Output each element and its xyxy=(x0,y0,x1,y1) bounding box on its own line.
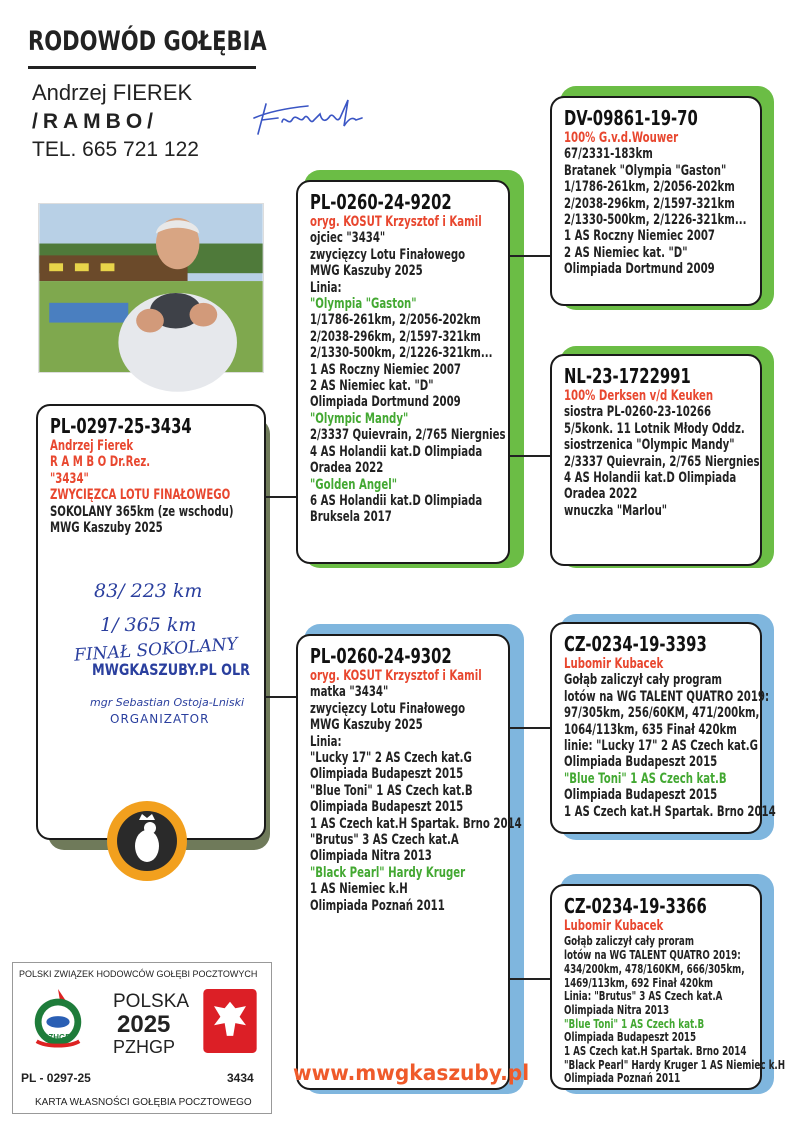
connector-father-fm xyxy=(508,455,552,457)
fm-line: 4 AS Holandii kat.D Olimpiada xyxy=(564,470,737,487)
father-line: 2 AS Niemiec kat. "D" xyxy=(310,378,434,395)
mother-line: zwycięzcy Lotu Finałowego xyxy=(310,700,466,717)
website-link[interactable]: www.mwgkaszuby.pl xyxy=(293,1061,530,1085)
father-line: "Olympia "Gaston" xyxy=(310,296,417,313)
main-pigeon-line: R A M B O Dr.Rez. xyxy=(50,454,151,471)
mother-mother-box xyxy=(550,884,786,1090)
owner-name: Andrzej FIEREK xyxy=(32,80,193,105)
mm-line: lotów na WG TALENT QUATRO 2019: xyxy=(564,947,741,963)
card-ring-right: 3434 xyxy=(227,1071,254,1085)
page-title: RODOWÓD GOŁĘBIA xyxy=(28,26,267,57)
fm-line: siostrzenica "Olympic Mandy" xyxy=(564,437,735,454)
mf-line: "Blue Toni" 1 AS Czech kat.B xyxy=(564,770,727,787)
father-line: Bruksela 2017 xyxy=(310,509,392,526)
father-line: 1/1786-261km, 2/2056-202km xyxy=(310,312,481,329)
father-line: 6 AS Holandii kat.D Olimpiada xyxy=(310,492,483,509)
connector-main-father xyxy=(265,496,298,498)
mm-line: Olimpiada Budapeszt 2015 xyxy=(564,1029,697,1045)
pzhgp-logo-text: PZHGP xyxy=(43,1033,71,1042)
card-country: POLSKA xyxy=(113,991,190,1012)
handwritten-note: FINAŁ SOKOLANY xyxy=(73,634,239,666)
mm-line: Olimpiada Poznań 2011 xyxy=(564,1070,681,1086)
card-top-text: POLSKI ZWIĄZEK HODOWCÓW GOŁĘBI POCZTOWYCH xyxy=(19,969,258,979)
main-pigeon-ring: PL-0297-25-3434 xyxy=(50,414,192,438)
organizer-stamp-text: MWGKASZUBY.PL OLR xyxy=(92,660,251,679)
connector-mother-mf xyxy=(508,727,552,729)
mf-line: Olimpiada Budapeszt 2015 xyxy=(564,754,718,771)
organizer-stamp-text: ORGANIZATOR xyxy=(110,712,210,726)
main-pigeon-line: ZWYCIĘZCA LOTU FINAŁOWEGO xyxy=(50,487,231,504)
mother-father-box xyxy=(550,622,776,834)
mother-ring: PL-0260-24-9302 xyxy=(310,644,452,668)
mm-line: 1 AS Czech kat.H Spartak. Brno 2014 xyxy=(564,1043,747,1059)
mf-line: linie: "Lucky 17" 2 AS Czech kat.G xyxy=(564,738,758,755)
father-box xyxy=(296,180,510,564)
main-pigeon-line: "3434" xyxy=(50,470,89,487)
father-line: Linia: xyxy=(310,279,342,296)
polish-eagle-emblem xyxy=(203,989,257,1053)
mother-line: oryg. KOSUT Krzysztof i Kamil xyxy=(310,668,482,684)
father-ring: PL-0260-24-9202 xyxy=(310,190,452,214)
father-line: 1 AS Roczny Niemiec 2007 xyxy=(310,361,461,378)
mm-line: Olimpiada Nitra 2013 xyxy=(564,1001,670,1017)
father-line: Oradea 2022 xyxy=(310,460,384,477)
mother-box xyxy=(296,634,522,1090)
ff-line: 100% G.v.d.Wouwer xyxy=(564,130,679,146)
breeder-photo xyxy=(38,203,264,373)
fm-line: siostra PL-0260-23-10266 xyxy=(564,404,712,421)
father-line xyxy=(310,230,500,246)
card-ring-left: PL - 0297-25 xyxy=(21,1071,91,1085)
father-line: Olimpiada Dortmund 2009 xyxy=(310,394,461,411)
mother-line: MWG Kaszuby 2025 xyxy=(310,717,423,734)
mother-line: "Blue Toni" 1 AS Czech kat.B xyxy=(310,782,473,799)
ff-line: Olimpiada Dortmund 2009 xyxy=(564,261,715,278)
mother-line: "Black Pearl" Hardy Kruger xyxy=(310,864,466,881)
fm-line: 2/3337 Quievrain, 2/765 Niergnies xyxy=(564,453,760,470)
fm-ring: NL-23-1722991 xyxy=(564,364,691,388)
mf-line: lotów na WG TALENT QUATRO 2019: xyxy=(564,688,770,705)
mm-line: Gołąb zaliczył cały proram xyxy=(564,933,694,949)
owner-nickname: /RAMBO/ xyxy=(32,110,158,133)
father-line: MWG Kaszuby 2025 xyxy=(310,263,423,280)
ff-ring: DV-09861-19-70 xyxy=(564,106,698,130)
mf-line: 1 AS Czech kat.H Spartak. Brno 2014 xyxy=(564,803,776,820)
connector-mother-mm xyxy=(508,978,552,980)
mother-line: 1 AS Czech kat.H Spartak. Brno 2014 xyxy=(310,815,522,832)
mother-line: Olimpiada Budapeszt 2015 xyxy=(310,799,464,816)
club-seal-stamp xyxy=(106,800,188,882)
mf-line: Lubomir Kubacek xyxy=(564,656,664,672)
father-line: 2/1330-500km, 2/1226-321km... xyxy=(310,345,493,362)
card-org: PZHGP xyxy=(113,1037,176,1057)
card-year: 2025 xyxy=(117,1011,171,1038)
ff-line: 67/2331-183km xyxy=(564,146,653,163)
main-pigeon-line: Andrzej Fierek xyxy=(50,438,134,454)
mm-ring: CZ-0234-19-3366 xyxy=(564,894,707,918)
mf-line: Olimpiada Budapeszt 2015 xyxy=(564,787,718,804)
mm-line: Linia: "Brutus" 3 AS Czech kat.A xyxy=(564,988,723,1004)
mother-line: "Brutus" 3 AS Czech kat.A xyxy=(310,832,459,849)
owner-phone: TEL. 665 721 122 xyxy=(32,138,199,161)
ff-line: 2 AS Niemiec kat. "D" xyxy=(564,244,688,261)
card-bottom-text: KARTA WŁASNOŚCI GOŁĘBIA POCZTOWEGO xyxy=(35,1097,252,1108)
mother-line: 1 AS Niemiec k.H xyxy=(310,881,408,898)
mf-ring: CZ-0234-19-3393 xyxy=(564,632,707,656)
mother-line: "Lucky 17" 2 AS Czech kat.G xyxy=(310,750,472,767)
father-line: 4 AS Holandii kat.D Olimpiada xyxy=(310,443,483,460)
fm-line: wnuczka "Marlou" xyxy=(564,502,668,519)
organizer-stamp-text: mgr Sebastian Ostoja-Lniski xyxy=(90,696,245,709)
mf-line: 97/305km, 256/60KM, 471/200km, xyxy=(564,705,760,722)
mm-line: Lubomir Kubacek xyxy=(564,918,664,934)
fm-line: 5/5konk. 11 Lotnik Młody Oddz. xyxy=(564,420,745,437)
fm-line: 100% Derksen v/d Keuken xyxy=(564,388,714,404)
fm-line: Oradea 2022 xyxy=(564,486,638,503)
father-line: "Golden Angel" xyxy=(310,476,397,493)
father-line: "Olympic Mandy" xyxy=(310,410,409,427)
connector-main-mother xyxy=(265,696,298,698)
ff-line: 1/1786-261km, 2/2056-202km xyxy=(564,179,735,196)
main-pigeon-line: MWG Kaszuby 2025 xyxy=(50,520,163,537)
mf-line: Gołąb zaliczył cały program xyxy=(564,672,723,689)
mother-line: Olimpiada Budapeszt 2015 xyxy=(310,766,464,783)
father-line: oryg. KOSUT Krzysztof i Kamil xyxy=(310,214,482,230)
father-father-box xyxy=(550,96,762,306)
ff-line: 1 AS Roczny Niemiec 2007 xyxy=(564,228,715,245)
ff-line: 2/2038-296km, 2/1597-321km xyxy=(564,195,735,212)
handwritten-note: 1/ 365 km xyxy=(100,614,197,636)
connector-father-ff xyxy=(508,255,552,257)
ownership-card xyxy=(12,962,272,1114)
father-line: zwycięzcy Lotu Finałowego xyxy=(310,246,466,263)
ff-line: Bratanek "Olympia "Gaston" xyxy=(564,162,727,179)
mm-line: "Black Pearl" Hardy Kruger 1 AS Niemiec k.H xyxy=(564,1056,786,1072)
father-line: 2/3337 Quievrain, 2/765 Niergnies xyxy=(310,427,506,444)
mother-line: Olimpiada Poznań 2011 xyxy=(310,897,445,914)
mm-line: 434/200km, 478/160KM, 666/305km, xyxy=(564,960,745,976)
main-pigeon-line: SOKOLANY 365km (ze wschodu) xyxy=(50,503,234,520)
mf-line: 1064/113km, 635 Finał 420km xyxy=(564,721,737,738)
handwritten-note: 83/ 223 km xyxy=(94,580,203,602)
signature-image xyxy=(248,82,388,142)
father-line-part: ojciec "3434" xyxy=(310,230,386,247)
father-line: 2/2038-296km, 2/1597-321km xyxy=(310,328,481,345)
mm-line: 1469/113km, 692 Finał 420km xyxy=(564,974,714,990)
title-underline xyxy=(28,66,256,69)
mother-line: matka "3434" xyxy=(310,684,389,701)
mother-line: Linia: xyxy=(310,733,342,750)
mm-line: "Blue Toni" 1 AS Czech kat.B xyxy=(564,1015,705,1031)
ff-line: 2/1330-500km, 2/1226-321km... xyxy=(564,212,747,229)
mother-line: Olimpiada Nitra 2013 xyxy=(310,848,432,865)
father-mother-box xyxy=(550,354,762,566)
